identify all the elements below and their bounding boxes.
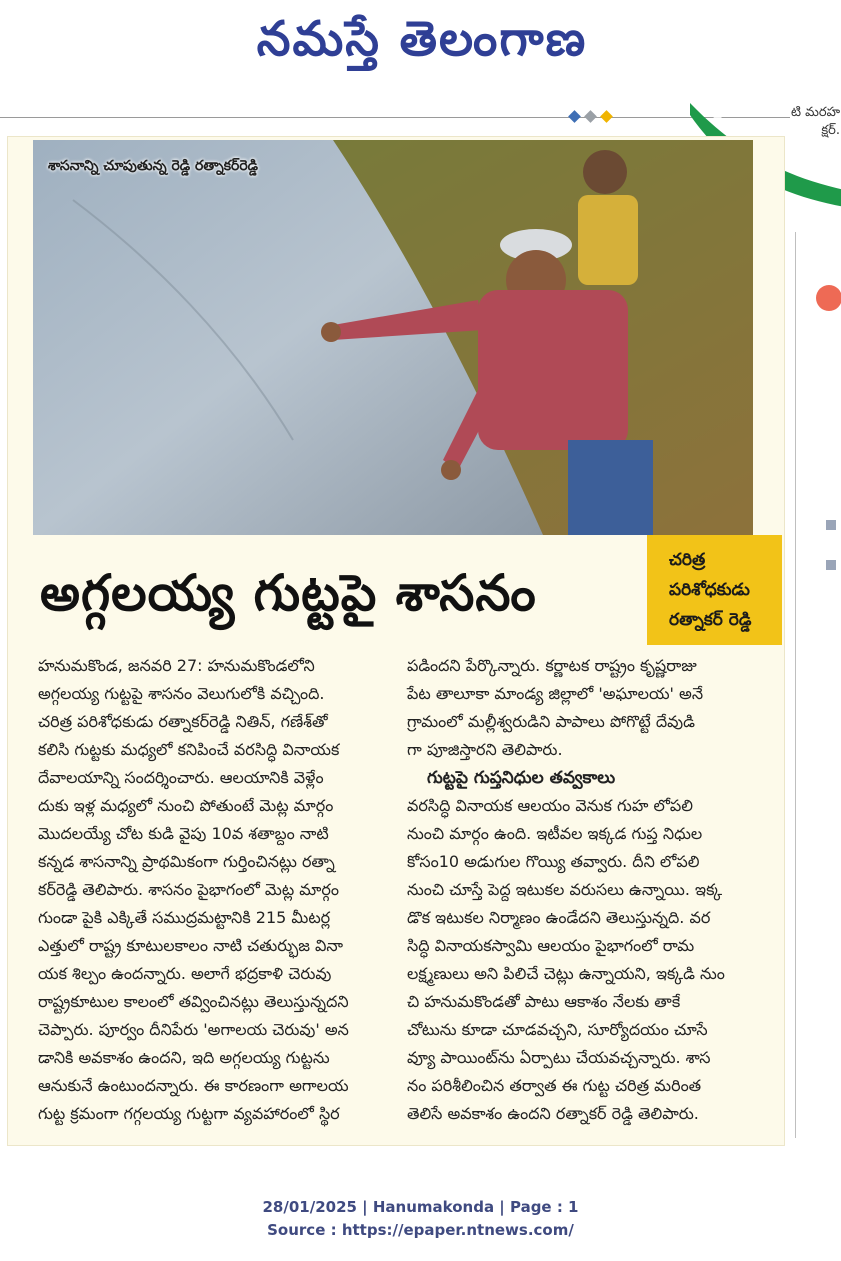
- article-text-line: కలిసి గుట్టకు మధ్యలో కనిపించే వరసిద్ధి వినాయక: [38, 740, 340, 759]
- rock-inscription-photo: [33, 140, 753, 535]
- article-text-line: నుంచి మార్గం ఉంది. ఇటీవల ఇక్కడ గుప్త నిధుల: [407, 824, 703, 843]
- article-text-line: అగ్గలయ్య గుట్టపై శాసనం వెలుగులోకి వచ్చింది.: [38, 684, 325, 703]
- article-text-line: దేవాలయాన్ని సందర్శించారు. ఆలయానికి వెళ్లేం: [38, 768, 324, 787]
- decorative-diamonds: [566, 110, 620, 124]
- article-text-line: చోటును కూడా చూడవచ్చని, సూర్యోదయం చూసే: [407, 1020, 708, 1039]
- byline-tag-line: రత్నాకర్ రెడ్డి: [669, 610, 752, 630]
- article-text-line: చి హనుమకొండతో పాటు ఆకాశం నేలకు తాకే: [407, 992, 681, 1011]
- article-text-line: గా పూజిస్తారని తెలిపారు.: [407, 740, 563, 759]
- article-headline: అగ్గలయ్య గుట్టపై శాసనం: [40, 564, 537, 622]
- right-column-bottom: [407, 792, 762, 1128]
- article-text-line: ఎత్తులో రాష్ట్ర కూటులకాలం నాటి చతుర్భుజ వినా: [38, 936, 344, 955]
- adjacent-snippet-line: క్షర్.: [821, 123, 840, 138]
- article-text-line: వ్యూ పాయింట్‌ను ఏర్పాటు చేయవచ్చన్నారు. శాస: [407, 1048, 711, 1067]
- header-rule: [0, 117, 790, 118]
- red-bullet-icon: [816, 285, 841, 311]
- article-text-line: సిద్ధి వినాయకస్వామి ఆలయం పైభాగంలో రామ: [407, 936, 695, 955]
- article-text-line: గుండా పైకి ఎక్కితే సముద్రమట్టానికి 215 మీటర్ల: [38, 908, 331, 927]
- article-text-line: దుకు ఇళ్ల మధ్యలో నుంచి పోతుంటే మెట్ల మార్గం: [38, 796, 334, 815]
- article-text-line: మొదలయ్యే చోట కుడి వైపు 10వ శతాబ్దం నాటి: [38, 824, 329, 843]
- article-text-line: తెలిసే అవకాశం ఉందని రత్నాకర్ రెడ్డి తెలిపారు.: [407, 1104, 699, 1123]
- article-text-line: కర్‌రెడ్డి తెలిపారు. శాసనం పైభాగంలో మెట్ల మార్గం: [38, 880, 339, 899]
- grey-diamond-icon: [584, 110, 597, 123]
- footer-date-edition: 28/01/2025 | Hanumakonda | Page : 1: [262, 1198, 579, 1216]
- masthead: [0, 0, 841, 80]
- article-text-line: యక శిల్పం ఉందన్నారు. అలాగే భద్రకాళి చెరువు: [38, 964, 332, 983]
- photo-caption: శాసనాన్ని చూపుతున్న రెడ్డి రత్నాకర్‌రెడ్డి: [48, 158, 258, 174]
- article-text-line: ఆనుకునే ఉంటుందన్నారు. ఈ కారణంగా అగాలయ: [38, 1076, 349, 1095]
- byline-tag-line: పరిశోధకుడు: [669, 580, 750, 600]
- article-right-column: [407, 652, 762, 1128]
- blue-diamond-icon: [568, 110, 581, 123]
- right-column-top: [407, 652, 762, 764]
- article-text-line: పేట తాలూకా మాండ్య జిల్లాలో 'అఘాలయ' అనే: [407, 684, 704, 703]
- article-text-line: కోసం10 అడుగుల గొయ్యి తవ్వారు. దీని లోపలి: [407, 852, 700, 871]
- article-text-line: లక్ష్మణులు అని పిలిచే చెట్లు ఉన్నాయని, ఇక్కడి నుం: [407, 964, 725, 983]
- adjacent-snippet-line: టి మరహ: [790, 105, 840, 120]
- margin-marker: [826, 560, 836, 570]
- byline-tag: [647, 535, 782, 645]
- article-text-line: చెప్పారు. పూర్వం దీనిపేరు 'అగాలయ చెరువు' అన: [38, 1020, 349, 1039]
- article-left-column: [38, 652, 398, 1128]
- margin-marker: [826, 520, 836, 530]
- article-text-line: రాష్ట్రకూటుల కాలంలో తవ్వించినట్లు తెలుస్తున్నదని: [38, 992, 349, 1011]
- adjacent-article-snippet: [770, 104, 840, 140]
- article-subheading: గుట్టపై గుప్తనిధుల తవ్వకాలు: [427, 768, 616, 788]
- article-text-line: కన్నడ శాసనాన్ని ప్రాథమికంగా గుర్తించినట్లు రత్నా: [38, 852, 335, 871]
- article-text-line: నం పరిశీలించిన తర్వాత ఈ గుట్ట చరిత్ర మరింత: [407, 1076, 702, 1095]
- column-divider: [795, 232, 796, 1138]
- article-text-line: గ్రామంలో మల్లీశ్వరుడిని పాపాలు పోగొట్టే దేవుడి: [407, 712, 695, 731]
- article-text-line: వరసిద్ధి వినాయక ఆలయం వెనుక గుహ లోపలి: [407, 796, 694, 815]
- yellow-diamond-icon: [600, 110, 613, 123]
- article-text-line: డొక ఇటుకల నిర్మాణం ఉండేదని తెలుస్తున్నది. వర: [407, 908, 711, 927]
- article-text-line: గుట్ట క్రమంగా గగ్గలయ్య గుట్టగా వ్యవహారంలో స్థిర: [38, 1104, 340, 1123]
- article-text-line: చరిత్ర పరిశోధకుడు రత్నాకర్‌రెడ్డి నితిన్, గణేశ్‌తో: [38, 712, 328, 731]
- byline-tag-line: చరిత్ర: [669, 550, 706, 570]
- page-footer: [0, 1196, 841, 1242]
- article-text-line: పడిందని పేర్కొన్నారు. కర్ణాటక రాష్ట్రం కృష్ణరాజు: [407, 656, 697, 675]
- newspaper-logo: నమస్తే తెలంగాణ: [256, 11, 588, 67]
- article-text-line: హనుమకొండ, జనవరి 27: హనుమకొండలోని: [38, 656, 315, 675]
- article-text-line: డానికి అవకాశం ఉందని, ఇది అగ్గలయ్య గుట్టను: [38, 1048, 330, 1067]
- footer-source: Source : https://epaper.ntnews.com/: [267, 1221, 574, 1239]
- article-photo: [33, 140, 753, 535]
- article-text-line: నుంచి చూస్తే పెద్ద ఇటుకల వరుసలు ఉన్నాయి. ఇక్క: [407, 880, 723, 899]
